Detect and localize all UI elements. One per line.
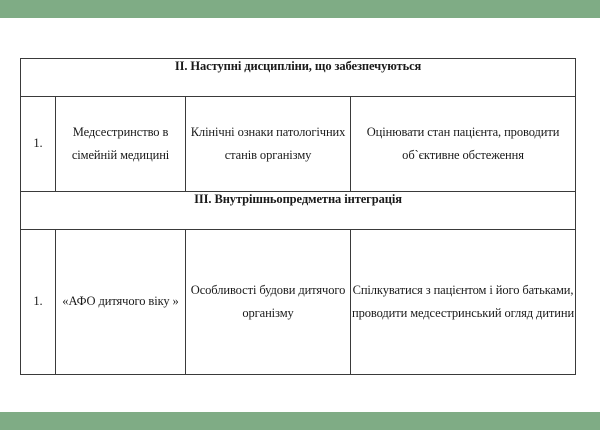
top-decorative-band — [0, 0, 600, 18]
table-row — [21, 230, 576, 375]
row-number: 1. — [21, 97, 56, 192]
row-knowledge: Клінічні ознаки патологічних станів організму — [186, 97, 351, 192]
section-header-row — [21, 192, 576, 230]
row-skills: Оцінювати стан пацієнта, проводити об`єктивне обстеження — [351, 97, 576, 192]
row-knowledge: Особливості будови дитячого організму — [186, 230, 351, 375]
section-heading-2: II. Наступні дисципліни, що забезпечуються — [21, 59, 576, 97]
row-discipline: Медсестринство в сімейній медицині — [56, 97, 186, 192]
section-header-row — [21, 59, 576, 97]
table-row — [21, 97, 576, 192]
bottom-decorative-band — [0, 412, 600, 430]
integration-table-container — [20, 58, 575, 375]
row-number: 1. — [21, 230, 56, 375]
section-heading-3: III. Внутрішньопредметна інтеграція — [21, 192, 576, 230]
integration-table — [20, 58, 576, 375]
row-discipline: «АФО дитячого віку » — [56, 230, 186, 375]
row-skills: Спілкуватися з пацієнтом і його батьками, проводити медсестринський огляд дитини — [351, 230, 576, 375]
